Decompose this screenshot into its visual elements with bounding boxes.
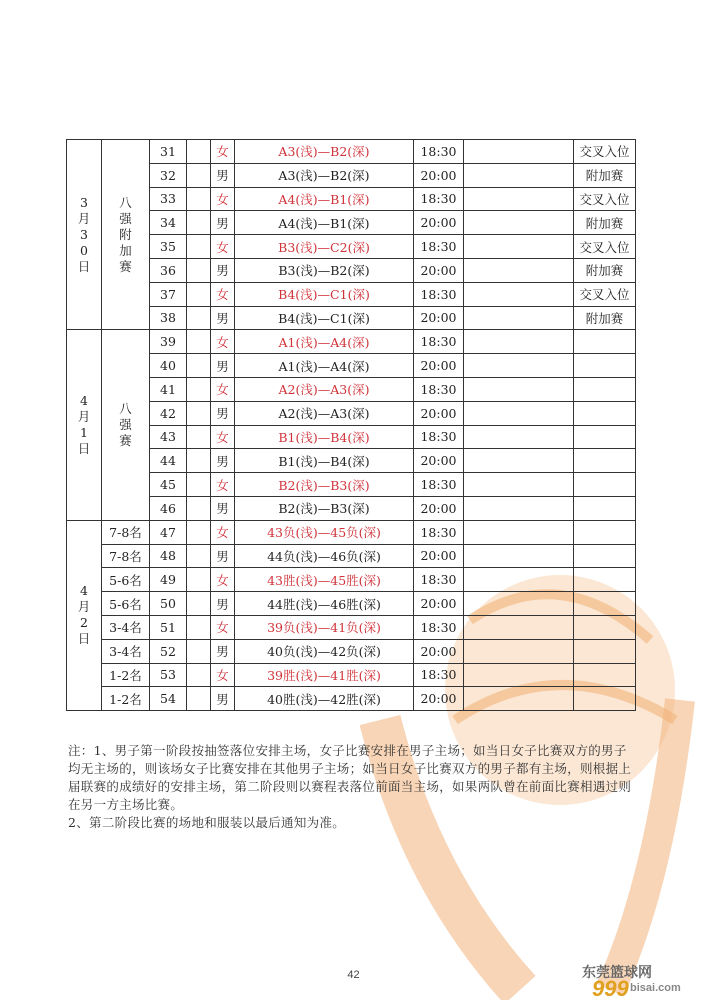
time-cell: 20:00 [414,687,464,711]
table-row [67,235,636,259]
rank-cell: 7-8名 [102,520,150,544]
game-number: 46 [150,496,187,520]
blank-cell [187,449,211,473]
note-cell: 附加赛 [574,211,636,235]
blank-cell [187,425,211,449]
blank-cell [187,592,211,616]
note-cell [574,592,636,616]
matchup-cell: 39负(浅)—41负(深) [235,615,414,639]
matchup-cell: A2(浅)—A3(深) [235,401,414,425]
gender-cell: 女 [211,140,235,164]
time-cell: 18:30 [414,663,464,687]
matchup-cell: A2(浅)—A3(深) [235,377,414,401]
matchup-cell: 43负(浅)—45负(深) [235,520,414,544]
venue-cell [464,449,574,473]
blank-cell [187,520,211,544]
game-number: 40 [150,354,187,378]
watermark-brand: 东莞篮球网 [582,964,652,980]
game-number: 53 [150,663,187,687]
time-cell: 20:00 [414,592,464,616]
note-cell [574,615,636,639]
table-row [67,306,636,330]
table-row [67,663,636,687]
table-row [67,615,636,639]
blank-cell [187,211,211,235]
table-row [67,496,636,520]
matchup-cell: B4(浅)—C1(深) [235,306,414,330]
note-cell [574,330,636,354]
time-cell: 18:30 [414,235,464,259]
time-cell: 20:00 [414,639,464,663]
time-cell: 20:00 [414,496,464,520]
game-number: 31 [150,140,187,164]
gender-cell: 男 [211,592,235,616]
game-number: 38 [150,306,187,330]
time-cell: 18:30 [414,473,464,497]
blank-cell [187,187,211,211]
rank-cell: 3-4名 [102,639,150,663]
blank-cell [187,663,211,687]
gender-cell: 男 [211,258,235,282]
game-number: 43 [150,425,187,449]
time-cell: 20:00 [414,544,464,568]
gender-cell: 女 [211,473,235,497]
table-row [67,425,636,449]
game-number: 33 [150,187,187,211]
note-cell [574,639,636,663]
note-cell [574,473,636,497]
venue-cell [464,306,574,330]
matchup-cell: 44胜(浅)—46胜(深) [235,592,414,616]
note-cell [574,568,636,592]
gender-cell: 男 [211,544,235,568]
time-cell: 18:30 [414,615,464,639]
venue-cell [464,163,574,187]
time-cell: 18:30 [414,282,464,306]
blank-cell [187,473,211,497]
time-cell: 18:30 [414,187,464,211]
game-number: 50 [150,592,187,616]
matchup-cell: B2(浅)—B3(深) [235,496,414,520]
table-row [67,163,636,187]
matchup-cell: B4(浅)—C1(深) [235,282,414,306]
venue-cell [464,235,574,259]
table-row [67,401,636,425]
gender-cell: 女 [211,568,235,592]
game-number: 49 [150,568,187,592]
matchup-cell: A3(浅)—B2(深) [235,140,414,164]
venue-cell [464,615,574,639]
time-cell: 18:30 [414,140,464,164]
game-number: 44 [150,449,187,473]
table-row [67,282,636,306]
gender-cell: 男 [211,496,235,520]
gender-cell: 女 [211,377,235,401]
table-row [67,544,636,568]
gender-cell: 男 [211,401,235,425]
note-cell [574,687,636,711]
rank-cell: 7-8名 [102,544,150,568]
blank-cell [187,163,211,187]
game-number: 51 [150,615,187,639]
matchup-cell: 40胜(浅)—42胜(深) [235,687,414,711]
matchup-cell: B2(浅)—B3(深) [235,473,414,497]
venue-cell [464,401,574,425]
venue-cell [464,687,574,711]
note-line-2: 2、第二阶段比赛的场地和服装以最后通知为准。 [68,815,346,830]
note-cell: 交叉入位 [574,187,636,211]
rank-cell: 5-6名 [102,592,150,616]
table-row [67,258,636,282]
table-row [67,520,636,544]
venue-cell [464,568,574,592]
blank-cell [187,568,211,592]
table-row [67,473,636,497]
table-row [67,449,636,473]
venue-cell [464,663,574,687]
game-number: 52 [150,639,187,663]
note-cell [574,544,636,568]
matchup-cell: B1(浅)—B4(深) [235,425,414,449]
game-number: 35 [150,235,187,259]
venue-cell [464,592,574,616]
time-cell: 20:00 [414,354,464,378]
date-cell: 4 月 1 日 [67,330,102,520]
note-cell: 交叉入位 [574,140,636,164]
gender-cell: 男 [211,639,235,663]
time-cell: 20:00 [414,306,464,330]
game-number: 47 [150,520,187,544]
note-cell: 交叉入位 [574,282,636,306]
game-number: 42 [150,401,187,425]
venue-cell [464,258,574,282]
blank-cell [187,377,211,401]
gender-cell: 女 [211,235,235,259]
watermark-site: bisai.com [630,982,681,994]
venue-cell [464,544,574,568]
matchup-cell: 40负(浅)—42负(深) [235,639,414,663]
note-cell: 附加赛 [574,163,636,187]
rank-cell: 3-4名 [102,615,150,639]
matchup-cell: B1(浅)—B4(深) [235,449,414,473]
game-number: 41 [150,377,187,401]
gender-cell: 男 [211,306,235,330]
time-cell: 20:00 [414,449,464,473]
venue-cell [464,520,574,544]
table-row [67,330,636,354]
time-cell: 18:30 [414,568,464,592]
gender-cell: 女 [211,330,235,354]
venue-cell [464,330,574,354]
venue-cell [464,425,574,449]
page-number: 42 [347,969,360,981]
venue-cell [464,187,574,211]
blank-cell [187,235,211,259]
date-cell: 4 月 2 日 [67,520,102,710]
note-cell [574,377,636,401]
matchup-cell: A3(浅)—B2(深) [235,163,414,187]
blank-cell [187,639,211,663]
game-number: 45 [150,473,187,497]
gender-cell: 男 [211,211,235,235]
blank-cell [187,330,211,354]
matchup-cell: 44负(浅)—46负(深) [235,544,414,568]
blank-cell [187,496,211,520]
blank-cell [187,615,211,639]
schedule-table [66,139,636,711]
note-cell [574,496,636,520]
game-number: 37 [150,282,187,306]
watermark-number: 999 [592,976,629,1001]
time-cell: 20:00 [414,163,464,187]
time-cell: 18:30 [414,520,464,544]
venue-cell [464,211,574,235]
blank-cell [187,258,211,282]
rank-cell: 1-2名 [102,663,150,687]
game-number: 48 [150,544,187,568]
time-cell: 18:30 [414,330,464,354]
time-cell: 18:30 [414,377,464,401]
blank-cell [187,544,211,568]
matchup-cell: B3(浅)—C2(深) [235,235,414,259]
gender-cell: 女 [211,425,235,449]
note-cell: 附加赛 [574,258,636,282]
table-row [67,687,636,711]
gender-cell: 男 [211,687,235,711]
venue-cell [464,496,574,520]
game-number: 34 [150,211,187,235]
table-row [67,354,636,378]
note-cell [574,449,636,473]
table-row [67,187,636,211]
note-cell [574,354,636,378]
notes [68,742,638,832]
table-row [67,211,636,235]
gender-cell: 男 [211,449,235,473]
game-number: 54 [150,687,187,711]
table-row [67,592,636,616]
matchup-cell: A1(浅)—A4(深) [235,330,414,354]
blank-cell [187,306,211,330]
table-row [67,639,636,663]
note-cell [574,425,636,449]
rank-cell: 1-2名 [102,687,150,711]
matchup-cell: A1(浅)—A4(深) [235,354,414,378]
game-number: 39 [150,330,187,354]
venue-cell [464,354,574,378]
gender-cell: 女 [211,663,235,687]
matchup-cell: 43胜(浅)—45胜(深) [235,568,414,592]
gender-cell: 女 [211,615,235,639]
note-cell [574,520,636,544]
date-cell: 3 月 3 0 日 [67,140,102,330]
note-cell: 交叉入位 [574,235,636,259]
note-cell [574,401,636,425]
gender-cell: 女 [211,187,235,211]
table-row [67,377,636,401]
game-number: 36 [150,258,187,282]
table-row [67,140,636,164]
table-row [67,568,636,592]
blank-cell [187,282,211,306]
gender-cell: 男 [211,354,235,378]
stage-cell: 八 强 赛 [102,330,150,520]
stage-cell: 八 强 附 加 赛 [102,140,150,330]
matchup-cell: B3(浅)—B2(深) [235,258,414,282]
matchup-cell: 39胜(浅)—41胜(深) [235,663,414,687]
note-cell: 附加赛 [574,306,636,330]
time-cell: 18:30 [414,425,464,449]
gender-cell: 女 [211,520,235,544]
matchup-cell: A4(浅)—B1(深) [235,211,414,235]
blank-cell [187,354,211,378]
venue-cell [464,639,574,663]
note-cell [574,663,636,687]
time-cell: 20:00 [414,401,464,425]
venue-cell [464,140,574,164]
venue-cell [464,473,574,497]
game-number: 32 [150,163,187,187]
time-cell: 20:00 [414,258,464,282]
blank-cell [187,687,211,711]
blank-cell [187,401,211,425]
time-cell: 20:00 [414,211,464,235]
matchup-cell: A4(浅)—B1(深) [235,187,414,211]
gender-cell: 女 [211,282,235,306]
venue-cell [464,282,574,306]
venue-cell [464,377,574,401]
note-line-1: 注：1、男子第一阶段按抽签落位安排主场，女子比赛安排在男子主场；如当日女子比赛双方的男子均无主场的，则该场女子比赛安排在其他男子主场；如当日女子比赛双方的男子都有主场，则根据上届联赛的成绩好的安排主场，第二阶段则以赛程表落位前面当主场，如果两队曾在前面比赛相遇过则在另一方主场比赛。 [68,743,632,812]
gender-cell: 男 [211,163,235,187]
blank-cell [187,140,211,164]
rank-cell: 5-6名 [102,568,150,592]
